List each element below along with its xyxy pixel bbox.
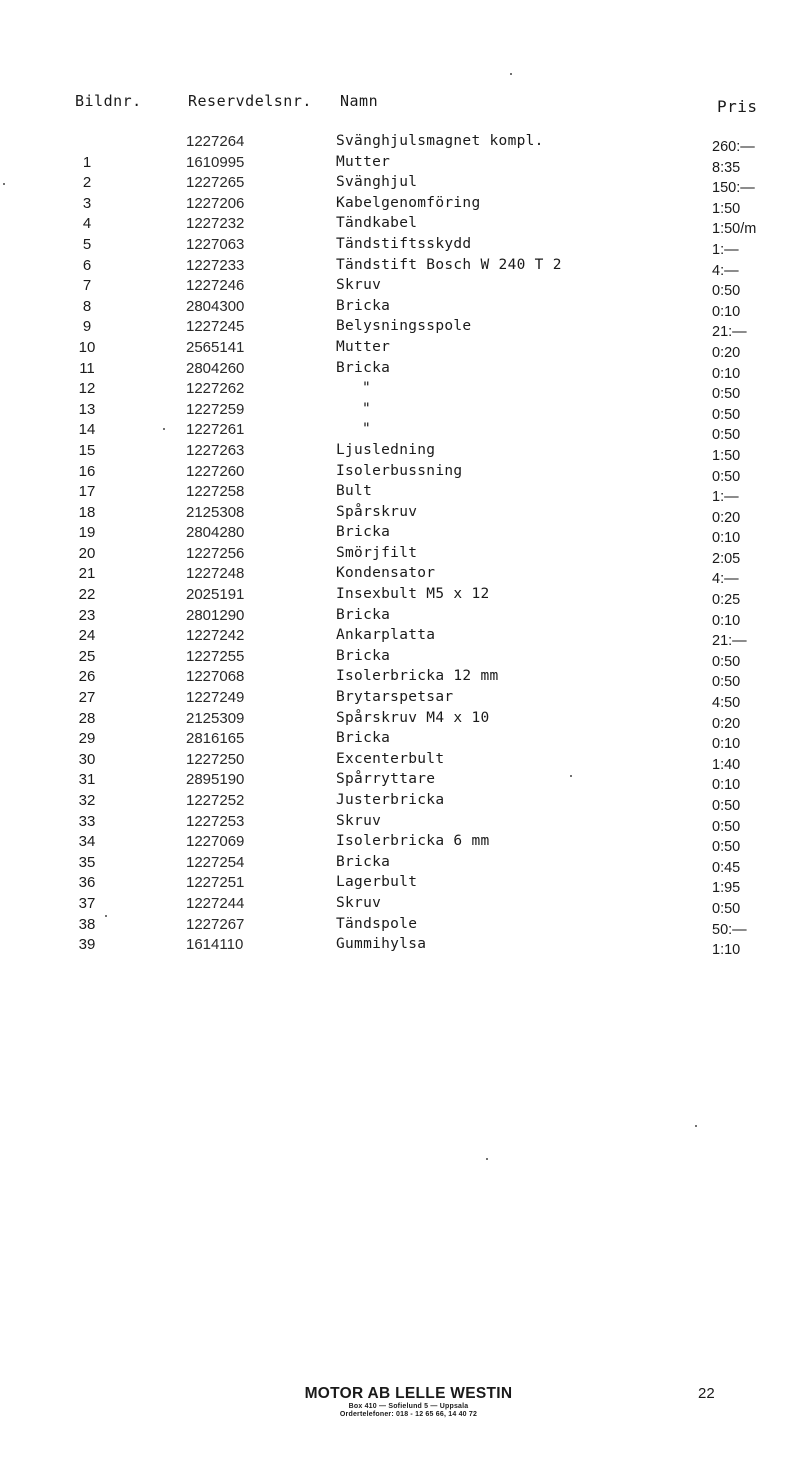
scan-speck — [510, 73, 512, 75]
cell-pris: 0:10 — [712, 612, 741, 629]
cell-pris: 1:— — [712, 489, 739, 506]
scan-speck — [486, 1158, 488, 1160]
cell-namn: Kondensator — [336, 565, 436, 582]
cell-pris: 0:50 — [712, 427, 741, 444]
cell-pris: 0:50 — [712, 900, 741, 917]
table-row — [0, 442, 800, 463]
table-row — [0, 565, 800, 586]
table-row — [0, 360, 800, 381]
cell-reservdelsnr: 1227063 — [186, 235, 245, 253]
cell-namn: Excenterbult — [336, 750, 445, 767]
table-row — [0, 668, 800, 689]
cell-bildnr: 13 — [78, 400, 96, 418]
cell-pris: 0:25 — [712, 592, 741, 609]
cell-bildnr: 15 — [78, 441, 96, 459]
cell-pris: 1:50 — [712, 200, 741, 217]
cell-bildnr: 27 — [78, 689, 96, 707]
cell-bildnr: 29 — [78, 730, 96, 748]
cell-namn: " — [362, 400, 372, 417]
cell-reservdelsnr: 1227242 — [186, 627, 245, 645]
table-row — [0, 421, 800, 442]
cell-bildnr: 14 — [78, 421, 96, 439]
cell-reservdelsnr: 2895190 — [186, 771, 245, 789]
cell-pris: 0:10 — [712, 736, 741, 753]
table-row — [0, 174, 800, 195]
cell-pris: 1:50 — [712, 447, 741, 464]
cell-namn: Justerbricka — [336, 792, 445, 808]
cell-namn: Lagerbult — [336, 874, 418, 891]
table-row — [0, 813, 800, 834]
cell-namn: Bricka — [336, 853, 391, 870]
cell-reservdelsnr: 2025191 — [186, 586, 245, 604]
cell-bildnr: 23 — [78, 606, 96, 624]
cell-bildnr: 19 — [78, 524, 96, 542]
cell-reservdelsnr: 1227251 — [186, 874, 245, 892]
company-address: Box 410 — Sofielund 5 — Uppsala — [348, 1403, 469, 1410]
cell-reservdelsnr: 1227253 — [186, 812, 245, 830]
cell-namn: " — [362, 380, 372, 397]
cell-pris: 0:20 — [712, 509, 741, 526]
company-phone: Ordertelefoner: 018 - 12 65 66, 14 40 72 — [339, 1411, 478, 1418]
cell-reservdelsnr: 1227250 — [186, 750, 245, 768]
cell-namn: Tändspole — [336, 915, 418, 932]
cell-reservdelsnr: 2804300 — [186, 297, 245, 315]
table-row — [0, 648, 800, 669]
cell-reservdelsnr: 1227254 — [186, 853, 245, 871]
cell-pris: 1:10 — [712, 942, 741, 959]
cell-pris: 0:50 — [712, 798, 741, 814]
cell-bildnr: 37 — [78, 894, 96, 912]
cell-bildnr: 30 — [78, 750, 96, 768]
header-reservdelsnr: Reservdelsnr. — [188, 92, 312, 110]
cell-namn: Spårryttare — [336, 771, 436, 788]
table-row — [0, 771, 800, 792]
cell-namn: Skruv — [336, 812, 382, 829]
cell-bildnr: 39 — [78, 936, 96, 954]
cell-namn: Insexbult M5 x 12 — [336, 586, 490, 603]
cell-namn: Svänghjulsmagnet kompl. — [336, 133, 544, 149]
cell-namn: Isolerbricka 6 mm — [336, 833, 490, 850]
table-row — [0, 751, 800, 772]
table-row — [0, 854, 800, 875]
cell-pris: 21:— — [712, 633, 747, 650]
table-row — [0, 524, 800, 545]
cell-namn: Brytarspetsar — [336, 689, 454, 706]
cell-pris: 0:50 — [712, 674, 741, 691]
table-row — [0, 298, 800, 319]
table-row — [0, 833, 800, 854]
cell-reservdelsnr: 1227262 — [186, 380, 245, 398]
cell-pris: 260:— — [712, 139, 755, 155]
table-row — [0, 627, 800, 648]
cell-pris: 50:— — [712, 921, 747, 938]
cell-namn: Bricka — [336, 606, 391, 623]
cell-reservdelsnr: 1227263 — [186, 441, 245, 459]
cell-namn: Bricka — [336, 647, 391, 664]
cell-bildnr: 26 — [78, 668, 96, 686]
cell-reservdelsnr: 1227244 — [186, 894, 245, 912]
cell-bildnr: 28 — [78, 709, 96, 727]
cell-pris: 0:50 — [712, 283, 741, 300]
cell-reservdelsnr: 1614110 — [186, 936, 244, 954]
header-pris: Pris — [717, 97, 758, 116]
cell-bildnr: 7 — [82, 277, 92, 295]
cell-reservdelsnr: 2125308 — [186, 503, 245, 521]
cell-reservdelsnr: 1227249 — [186, 689, 245, 707]
cell-namn: Skruv — [336, 894, 382, 911]
cell-pris: 0:10 — [712, 777, 741, 794]
cell-bildnr: 36 — [78, 874, 96, 892]
header-bildnr: Bildnr. — [75, 92, 142, 110]
cell-namn: Mutter — [336, 338, 391, 355]
cell-pris: 2:05 — [712, 550, 741, 567]
cell-bildnr: 17 — [78, 483, 96, 501]
cell-pris: 4:— — [712, 571, 739, 588]
table-row — [0, 710, 800, 731]
cell-pris: 1:50/m — [712, 221, 757, 238]
cell-pris: 0:50 — [712, 406, 741, 423]
cell-namn: Mutter — [336, 153, 391, 170]
cell-pris: 21:— — [712, 324, 747, 341]
scan-speck — [163, 428, 165, 430]
cell-namn: Isolerbussning — [336, 462, 463, 479]
cell-bildnr: 34 — [78, 833, 96, 851]
cell-namn: Bricka — [336, 359, 391, 376]
table-row — [0, 401, 800, 422]
cell-reservdelsnr: 1227252 — [186, 792, 245, 809]
cell-pris: 1:40 — [712, 756, 741, 773]
cell-namn: Belysningsspole — [336, 318, 472, 335]
cell-pris: 0:20 — [712, 344, 741, 361]
table-row — [0, 916, 800, 937]
table-row — [0, 689, 800, 710]
cell-reservdelsnr: 1227259 — [186, 400, 245, 418]
cell-namn: Spårskruv M4 x 10 — [336, 709, 490, 726]
cell-namn: Bult — [336, 483, 373, 500]
cell-reservdelsnr: 1227261 — [186, 421, 245, 439]
cell-pris: 0:10 — [712, 530, 741, 547]
cell-pris: 8:35 — [712, 159, 741, 176]
cell-namn: Tändstift Bosch W 240 T 2 — [336, 256, 562, 273]
cell-reservdelsnr: 1227068 — [186, 668, 245, 686]
table-row — [0, 607, 800, 628]
cell-bildnr: 31 — [78, 771, 96, 789]
table-row — [0, 277, 800, 298]
cell-reservdelsnr: 1227258 — [186, 483, 245, 501]
cell-namn: Spårskruv — [336, 503, 418, 520]
cell-pris: 0:50 — [712, 839, 741, 856]
cell-reservdelsnr: 1227069 — [186, 833, 245, 851]
cell-bildnr: 1 — [82, 153, 92, 171]
cell-pris: 0:50 — [712, 386, 741, 403]
cell-reservdelsnr: 2125309 — [186, 709, 245, 727]
cell-pris: 0:10 — [712, 303, 741, 320]
cell-pris: 0:10 — [712, 365, 741, 382]
table-row — [0, 504, 800, 525]
table-row — [0, 874, 800, 895]
cell-reservdelsnr: 2816165 — [186, 730, 245, 748]
cell-reservdelsnr: 1610995 — [186, 153, 245, 171]
cell-pris: 0:20 — [712, 715, 741, 732]
header-namn: Namn — [340, 92, 379, 110]
cell-reservdelsnr: 2804280 — [186, 524, 245, 542]
cell-reservdelsnr: 1227260 — [186, 462, 245, 480]
table-row — [0, 792, 800, 813]
cell-namn: Smörjfilt — [336, 544, 418, 561]
cell-bildnr: 18 — [78, 503, 96, 521]
table-row — [0, 586, 800, 607]
cell-pris: 4:— — [712, 262, 739, 279]
cell-bildnr: 35 — [78, 853, 96, 871]
cell-bildnr: 24 — [78, 627, 96, 645]
scan-speck — [695, 1125, 697, 1127]
table-row — [0, 236, 800, 257]
cell-reservdelsnr: 1227246 — [186, 277, 245, 295]
cell-pris: 0:50 — [712, 818, 741, 835]
cell-namn: Isolerbricka 12 mm — [336, 668, 499, 685]
scan-speck — [570, 775, 572, 777]
table-row — [0, 545, 800, 566]
table-row — [0, 339, 800, 360]
cell-namn: Svänghjul — [336, 174, 418, 191]
cell-namn: Ljusledning — [336, 441, 436, 458]
cell-reservdelsnr: 1227248 — [186, 565, 245, 583]
table-row — [0, 257, 800, 278]
table-row — [0, 895, 800, 916]
table-row — [0, 154, 800, 175]
cell-bildnr: 4 — [82, 215, 92, 233]
scan-speck — [3, 183, 5, 185]
company-name: MOTOR AB LELLE WESTIN — [304, 1385, 513, 1402]
scan-speck — [105, 915, 107, 917]
cell-reservdelsnr: 1227206 — [186, 194, 245, 212]
cell-pris: 1:95 — [712, 880, 741, 897]
cell-reservdelsnr: 1227256 — [186, 544, 245, 562]
cell-pris: 4:50 — [712, 695, 741, 712]
cell-bildnr: 9 — [82, 318, 92, 336]
cell-bildnr: 11 — [79, 359, 95, 377]
cell-bildnr: 5 — [82, 235, 92, 253]
cell-bildnr: 38 — [78, 915, 96, 933]
company-footer — [296, 1385, 521, 1419]
cell-reservdelsnr: 1227232 — [186, 215, 245, 233]
cell-bildnr: 21 — [78, 565, 96, 583]
table-row — [0, 463, 800, 484]
cell-bildnr: 33 — [78, 812, 96, 830]
cell-bildnr: 32 — [78, 792, 96, 809]
table-row — [0, 936, 800, 957]
cell-pris: 0:50 — [712, 653, 741, 670]
table-row — [0, 730, 800, 751]
cell-namn: Tändkabel — [336, 215, 418, 232]
table-row — [0, 380, 800, 401]
cell-pris: 0:50 — [712, 468, 741, 485]
cell-bildnr: 12 — [78, 380, 96, 398]
cell-namn: " — [362, 421, 372, 438]
cell-bildnr: 3 — [82, 194, 92, 212]
cell-pris: 0:45 — [712, 859, 741, 876]
parts-table — [0, 133, 800, 957]
table-row — [0, 318, 800, 339]
cell-namn: Bricka — [336, 524, 391, 541]
cell-bildnr: 10 — [78, 338, 96, 356]
cell-reservdelsnr: 1227267 — [186, 915, 245, 933]
table-row — [0, 215, 800, 236]
cell-reservdelsnr: 2565141 — [186, 338, 245, 356]
cell-pris: 1:— — [712, 241, 739, 258]
cell-bildnr: 25 — [78, 647, 96, 665]
cell-reservdelsnr: 1227245 — [186, 318, 245, 336]
cell-namn: Kabelgenomföring — [336, 194, 481, 211]
table-row — [0, 133, 800, 154]
cell-bildnr: 8 — [82, 297, 92, 315]
cell-bildnr: 6 — [82, 256, 92, 274]
cell-reservdelsnr: 1227255 — [186, 647, 245, 665]
cell-bildnr: 16 — [78, 462, 96, 480]
table-row — [0, 483, 800, 504]
cell-bildnr: 2 — [82, 174, 92, 192]
table-row — [0, 195, 800, 216]
cell-reservdelsnr: 2801290 — [186, 606, 245, 624]
cell-namn: Bricka — [336, 297, 391, 314]
cell-namn: Tändstiftsskydd — [336, 235, 472, 252]
page-number: 22 — [698, 1385, 715, 1402]
cell-bildnr: 22 — [78, 586, 96, 604]
cell-namn: Skruv — [336, 277, 382, 294]
cell-namn: Bricka — [336, 730, 391, 747]
cell-reservdelsnr: 1227264 — [186, 133, 245, 150]
cell-bildnr: 20 — [78, 544, 96, 562]
cell-reservdelsnr: 2804260 — [186, 359, 245, 377]
cell-reservdelsnr: 1227233 — [186, 256, 245, 274]
cell-pris: 150:— — [712, 180, 755, 197]
cell-namn: Ankarplatta — [336, 627, 436, 644]
cell-namn: Gummihylsa — [336, 936, 427, 953]
cell-reservdelsnr: 1227265 — [186, 174, 245, 192]
